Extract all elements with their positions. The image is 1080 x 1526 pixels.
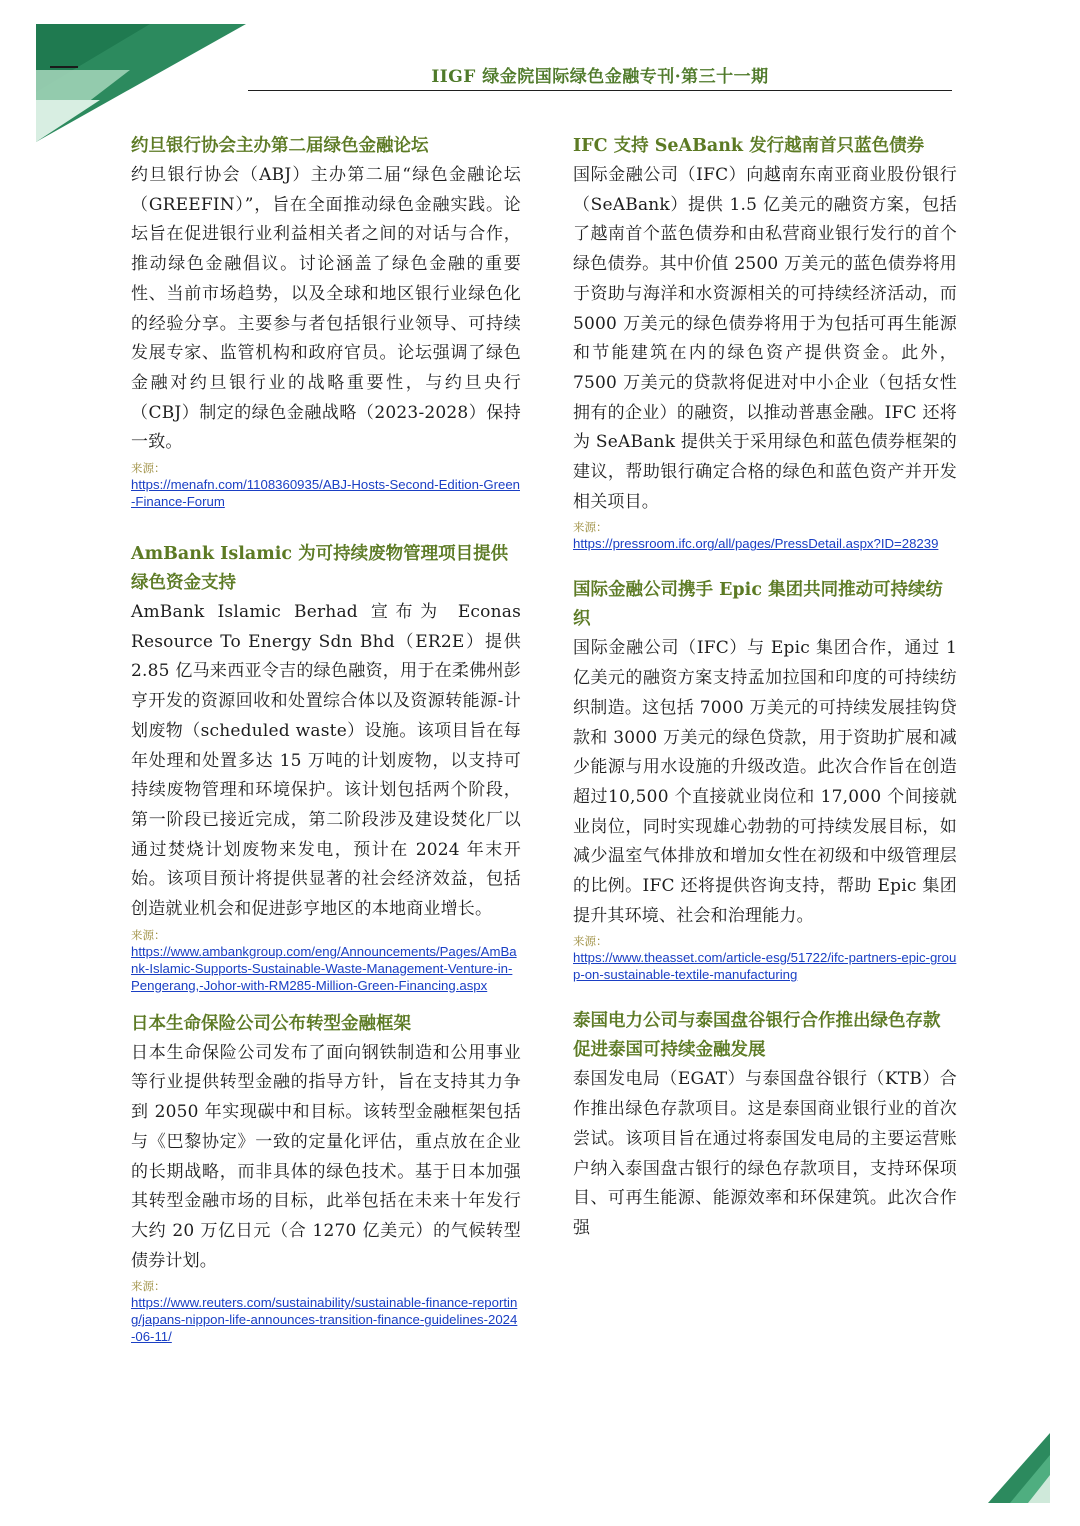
article-title: 约旦银行协会主办第二届绿色金融论坛 (131, 136, 429, 156)
article-title: 日本生命保险公司公布转型金融框架 (131, 1013, 411, 1034)
article-title: AmBank Islamic 为可持续废物管理项目提供绿色资金支持 (131, 544, 509, 594)
article-body: 国际金融公司（IFC）与 Epic 集团合作，通过 1 亿美元的融资方案支持孟加拉国和印度的可持续纺织制造。这包括 7000 万美元的可持续发展挂钩贷款和 3000 万美元的绿色贷款，用于资助扩展和减少能源与用水设施的升级改造。此次合作旨在创造超过10,500 个直接就业岗位和 17,000 个间接就业岗位，同时实现雄心勃勃的可持续发展目标，如减少温室气体排放和增加女性在初级和中级管理层的比例。IFC 还将提供咨询支持，帮助 Epic 集团提升其环境、社会和治理能力。 (573, 638, 957, 926)
article-body: 约旦银行协会（ABJ）主办第二届“绿色金融论坛（GREEFIN）”，旨在全面推动绿色金融实践。论坛旨在促进银行业利益相关者之间的对话与合作，推动绿色金融倡议。讨论涵盖了绿色金融的重要性、当前市场趋势，以及全球和地区银行业绿色化的经验分享。主要参与者包括银行业领导、可持续发展专家、监管机构和政府官员。论坛强调了绿色金融对约旦银行业的战略重要性，与约旦央行（CBJ）制定的绿色金融战略（2023-2028）保持一致。 (131, 165, 521, 453)
article-title: IFC 支持 SeABank 发行越南首只蓝色债券 (573, 136, 925, 156)
article-body: 国际金融公司（IFC）向越南东南亚商业股份银行（SeABank）提供 1.5 亿美元的融资方案，包括了越南首个蓝色债券和由私营商业银行发行的首个绿色债券。其中价值 2500 万美元的蓝色债券将用于资助与海洋和水资源相关的可持续经济活动，而 5000 万美元的绿色债券将用于为包括可再生能源和节能建筑在内的绿色资产提供资金。此外，7500 万美元的贷款将促进对中小企业（包括女性拥有的企业）的融资，以推动普惠金融。IFC 还将为 SeABank 提供关于采用绿色和蓝色债券框架的建议，帮助银行确定合格的绿色和蓝色资产并开发相关项目。 (573, 165, 957, 512)
article-ifc-seabank (573, 132, 957, 552)
source-label: 来源： (131, 927, 166, 942)
source-link[interactable]: https://www.theasset.com/article-esg/51722/ifc-partners-epic-group-on-sustainable-textile-manufacturing (573, 950, 957, 983)
corner-decoration-top-left (0, 0, 260, 150)
source-label: 来源： (573, 520, 608, 535)
article-nippon-life (131, 1010, 521, 1346)
source-link[interactable]: https://menafn.com/1108360935/ABJ-Hosts-Second-Edition-Green-Finance-Forum (131, 477, 520, 510)
article-title: 国际金融公司携手 Epic 集团共同推动可持续纺织 (573, 580, 944, 630)
source-link[interactable]: https://www.reuters.com/sustainability/sustainable-finance-reporting/japans-nippon-life-announces-transition-finance-guidelines-2024-06-11/ (131, 1295, 518, 1345)
right-column (573, 132, 957, 1244)
article-egat-ktb-green-deposit (573, 1007, 957, 1243)
corner-decoration-bottom-right (980, 1425, 1060, 1505)
source-label: 来源： (573, 934, 608, 949)
source-link[interactable]: https://pressroom.ifc.org/all/pages/PressDetail.aspx?ID=28239 (573, 536, 939, 552)
header-divider (248, 90, 952, 91)
article-jordan-green-finance-forum (131, 132, 521, 510)
article-ifc-epic-group (573, 576, 957, 983)
page-header-title: IIGF 绿金院国际绿色金融专刊·第三十一期 (431, 67, 769, 87)
article-body: 泰国发电局（EGAT）与泰国盘谷银行（KTB）合作推出绿色存款项目。这是泰国商业银行业的首次尝试。该项目旨在通过将泰国发电局的主要运营账户纳入泰国盘古银行的绿色存款项目，支持环保项目、可再生能源、能源效率和环保建筑。此次合作强 (573, 1069, 957, 1238)
article-title: 泰国电力公司与泰国盘谷银行合作推出绿色存款 促进泰国可持续金融发展 (573, 1011, 941, 1061)
left-column (131, 132, 521, 1345)
source-label: 来源： (131, 461, 166, 476)
article-body: 日本生命保险公司发布了面向钢铁制造和公用事业等行业提供转型金融的指导方针，旨在支持其力争到 2050 年实现碳中和目标。该转型金融框架包括与《巴黎协定》一致的定量化评估，重点放在企业的长期战略，而非具体的绿色技术。基于日本加强其转型金融市场的目标，此举包括在未来十年发行大约 20 万亿日元（合 1270 亿美元）的气候转型债券计划。 (131, 1042, 521, 1271)
source-link[interactable]: https://www.ambankgroup.com/eng/Announcements/Pages/AmBank-Islamic-Supports-Sustainable-Waste-Management-Venture-in-Pengerang,-Johor-with-RM285-Million-Green-Financing.aspx (131, 943, 517, 993)
article-ambank-islamic (131, 540, 521, 994)
article-body: AmBank Islamic Berhad 宣布为 Econas Resource To Energy Sdn Bhd（ER2E）提供2.85 亿马来西亚令吉的绿色融资，用于在柔佛州彭亨开发的资源回收和处置综合体以及资源转能源-计划废物（scheduled waste）设施。该项目旨在每年处理和处置多达 15 万吨的计划废物，以支持可持续废物管理和环境保护。该计划包括两个阶段，第一阶段已接近完成，第二阶段涉及建设焚化厂以通过焚烧计划废物来发电，预计在 2024 年末开始。该项目预计将提供显著的社会经济效益，包括创造就业机会和促进彭亨地区的本地商业增长。 (131, 602, 521, 920)
source-label: 来源： (131, 1279, 166, 1294)
